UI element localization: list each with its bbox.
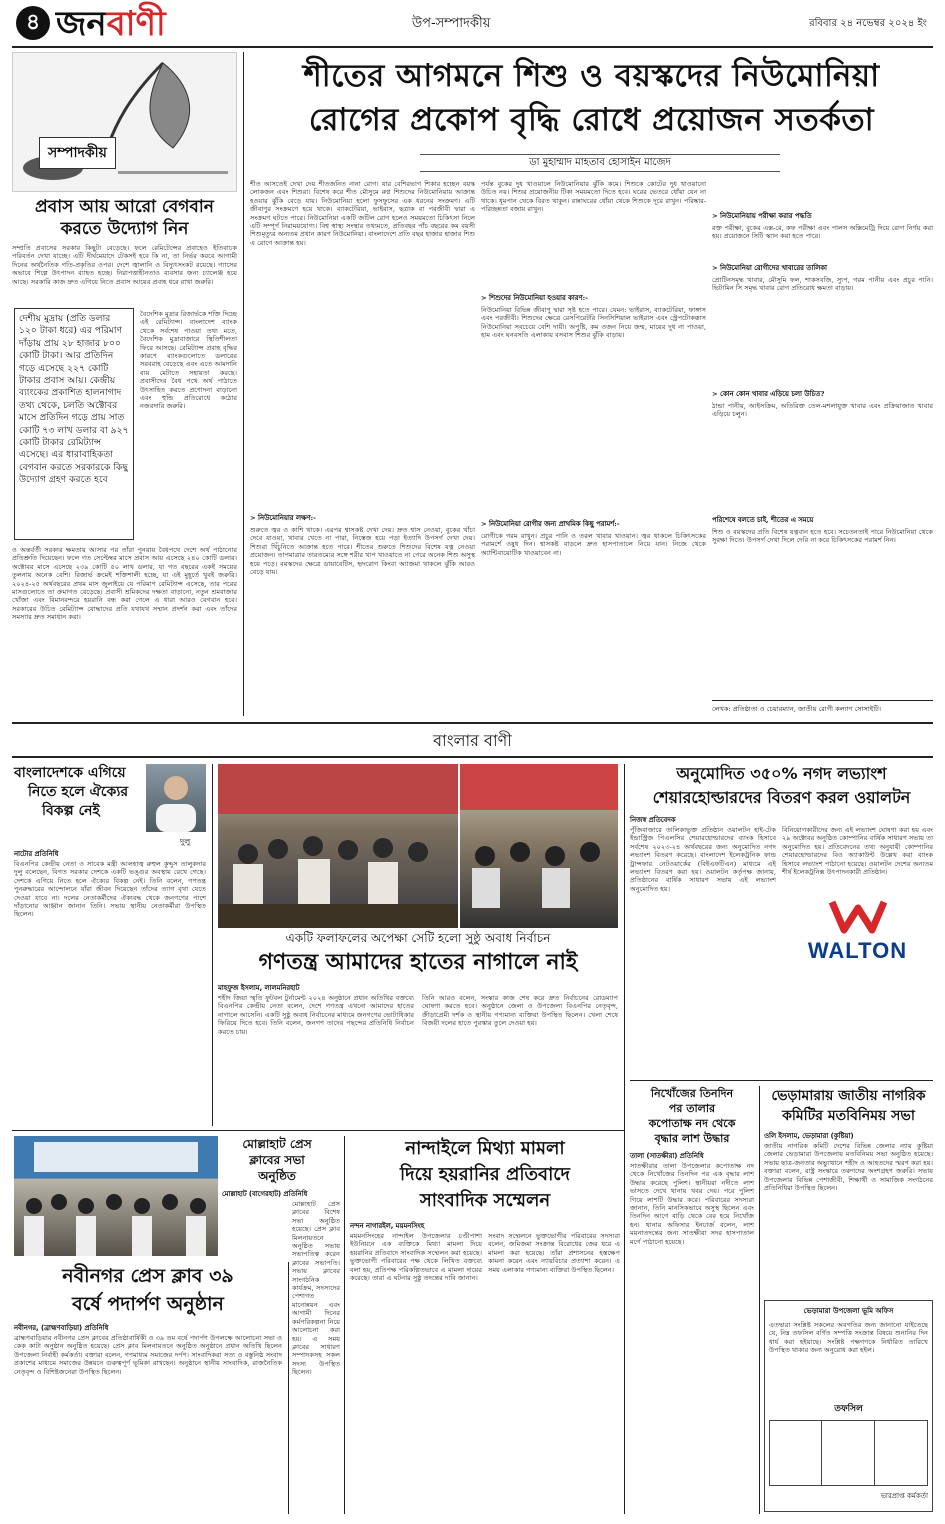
legal-notice-header: ভেড়ামারা উপজেলা ভূমি অফিস	[803, 1306, 894, 1315]
feature-author-bar: ডা মুহাম্মাদ মাহতাব হোসাইন মাজেদ	[420, 154, 780, 172]
story-dulu-byline: নাটোর প্রতিনিধি	[14, 850, 59, 858]
story-nandail-headline	[350, 1136, 620, 1214]
page-date: রবিবার ২৪ নভেম্বর ২০২৪ ইং	[809, 18, 927, 29]
story-molla-byline: মোল্লাহাট (বাগেরহাট) প্রতিনিধি	[222, 1190, 308, 1198]
story-democracy-byline: মাহফুজ ইসলাম, লালমনিরহাট	[218, 984, 300, 992]
editorial-side-text: বৈদেশিক মুদ্রার রিজার্ভকে শক্তি দিচ্ছে এই রেমিট্যান্স। বাংলাদেশ ব্যাংক থেকে সর্বশেষ পাওয়া তথ্য মতে, বৈদেশিক মুদ্রাবাজারে স্থিতিশীলতা ফিরে আসছে। রেমিট্যান্স প্রবাহ বৃদ্ধির কারণে ব্যাংকগুলোতে ডলারের সরবরাহ বেড়েছে এবং এতে আমদানি ব্যয় মেটাতে সহায়তা করছে। প্রবাসীদের বৈধ পথে অর্থ পাঠাতে উৎসাহিত করতে প্রণোদনা বাড়ানো এবং হুন্ডি প্রতিরোধে কঠোর নজরদারি জরুরি।	[140, 310, 237, 411]
story-walton-byline: নিজস্ব প্রতিবেদক	[630, 816, 676, 824]
story-dulu-reporter-name: দুলু	[180, 837, 191, 846]
feature-headline-line-1: শীতের আগমনে শিশু ও বয়স্কদের নিউমোনিয়া	[303, 58, 880, 94]
story-walton-headline	[630, 762, 933, 810]
legal-notice-footer: ভারপ্রাপ্ত কর্মকর্তা	[880, 1492, 928, 1500]
story-lash-headline	[630, 1086, 754, 1146]
story-naba-byline: নবীনগর, (ব্রাহ্মণবাড়িয়া) প্রতিনিধি	[14, 1324, 109, 1332]
legal-notice-table	[769, 1420, 928, 1486]
newspaper-logo	[56, 2, 246, 46]
story-naba-headline-line-2: বর্ষে পদার্পণ অনুষ্ঠান	[72, 1293, 224, 1315]
story-walton-col1: পুঁজিবাজারে তালিকাভুক্ত প্রতিষ্ঠান ওয়ালটন হাই-টেক ইন্ডাস্ট্রিজ পিএলসির শেয়ারহোল্ডারদের ব্যাংক হিসাবে সর্বশেষ ২০২৩-২৪ অর্থবছরের জন্য অনুমোদিত নগদ লভ্যাংশ বিতরণ করেছে। বাংলাদেশ ইলেকট্রনিক ফান্ড ট্রান্সফার নেটওয়ার্কের (বিইএফটিএন) মাধ্যমে এই লভ্যাংশ বিতরণ করা হয়। ওয়ালটন কর্তৃপক্ষ জানায়, প্রতিষ্ঠানের বার্ষিক সাধারণ সভায় এই লভ্যাংশ অনুমোদিত হয়।	[630, 826, 776, 893]
story-democracy-caption: একটি ফলাফলের অপেক্ষা সেটি হলো সুষ্ঠু অবাধ নির্বাচন	[285, 931, 551, 945]
editorial-headline-line-2: করতে উদ্যোগ নিন	[60, 219, 189, 239]
feature-col3-text-b: প্রোটিনসমৃদ্ধ খাবার, মৌসুমি ফল, শাকসবজি, স্যুপ, গরম পানীয় এবং প্রচুর পানি। ভিটামিন সি সমৃদ্ধ খাবার রোগ প্রতিরোধ ক্ষমতা বাড়ায়।	[712, 276, 933, 293]
column-divider-molla	[344, 1136, 345, 1514]
editorial-label: সম্পাদকীয়	[39, 137, 116, 169]
row-rule-bottom-left	[12, 1130, 624, 1131]
story-naba-headline-line-1: নবীনগর প্রেস ক্লাব ৩৯	[62, 1265, 234, 1287]
story-dulu-photo	[146, 764, 206, 832]
audience-photo-illustration	[460, 764, 618, 928]
editorial-headline-line-1: প্রবাস আয় আরো বেগবান	[35, 197, 214, 217]
notice-table-col	[875, 1421, 927, 1485]
section-name: উপ-সম্পাদকীয়	[412, 16, 491, 31]
walton-w-icon	[828, 898, 888, 934]
legal-notice-title: তফসিল	[834, 1404, 863, 1414]
quill-illustration	[13, 53, 237, 192]
story-lash-body: সাতক্ষীরার তালা উপজেলার কপোতাক্ষ নদ থেকে নিখোঁজের তিনদিন পর এক বৃদ্ধার লাশ উদ্ধার করেছে পুলিশ। স্থানীয়রা নদীতে লাশ ভাসতে দেখে থানায় খবর দেয়। পরে পুলিশ গিয়ে লাশটি উদ্ধার করে। পরিবারের সদস্যরা জানান, তিনি মানসিকভাবে অসুস্থ ছিলেন এবং তিনদিন আগে বাড়ি থেকে বের হয়ে নিখোঁজ হন। থানার অফিসার ইনচার্জ বলেন, লাশ ময়নাতদন্তের জন্য সাতক্ষীরা সদর হাসপাতাল মর্গে পাঠানো হয়েছে।	[630, 1162, 754, 1246]
feature-col3-subhead-3: > কোন কোন খাবার এড়িয়ে চলা উচিত?	[712, 390, 825, 398]
column-divider-b1	[212, 764, 213, 1126]
notice-table-col	[770, 1421, 822, 1485]
story-nandail-headline-line-3: সাংবাদিক সম্মেলন	[419, 1190, 551, 1211]
feature-col3-subhead-4: পরিশেষে বলতে চাই, শীতের এ সময়ে	[712, 516, 814, 524]
feature-col3-text-c: ঠান্ডা পানীয়, আইসক্রিম, অতিরিক্ত তেল-মশলাযুক্ত খাবার এবং প্রক্রিয়াজাত খাবার এড়িয়ে চলুন।	[712, 402, 933, 419]
story-democracy-col2: তিনি আরও বলেন, সংস্কার কাজ শেষ করে দ্রুত নির্বাচনের রোডম্যাপ ঘোষণা করতে হবে। অনুষ্ঠানে জেলা ও উপজেলা বিএনপির নেতৃবৃন্দ, ক্রীড়াপ্রেমী দর্শক ও স্থানীয় গণ্যমান্য ব্যক্তিরা উপস্থিত ছিলেন। খেলা শেষে বিজয়ী দলের হাতে পুরস্কার তুলে দেওয়া হয়।	[422, 994, 618, 1028]
feature-column-1	[250, 180, 475, 716]
column-divider-nandail	[624, 1086, 625, 1514]
story-democracy-photo	[218, 764, 458, 928]
feature-footer-rule	[712, 700, 933, 701]
section-title-banglar-bani: বাংলার বাণী	[433, 731, 512, 750]
story-democracy-headline: গণতন্ত্র আমাদের হাতের নাগালে নাই	[258, 950, 578, 975]
story-molla-headline-line-3: অনুষ্ঠিত	[258, 1169, 296, 1183]
story-molla-headline-line-2: ক্লাবের সভা	[249, 1153, 305, 1167]
story-democracy-col1: শহীদ জিয়া স্মৃতি ফুটবল টুর্নামেন্ট ২০২৪ অনুষ্ঠানে প্রধান অতিথির বক্তব্যে বিএনপির কেন্দ্রীয় নেতা বলেন, দেশে গণতন্ত্র এখনো আমাদের হাতের নাগালে আসেনি। একটি সুষ্ঠু অবাধ নির্বাচনের মাধ্যমে জনগণের ভোটাধিকার ফিরিয়ে দিতে হবে। তিনি বলেন, জনগণ তাদের পছন্দের প্রতিনিধি নির্বাচন করতে চায়।	[218, 994, 414, 1036]
editorial-headline	[12, 196, 237, 240]
masthead-rule	[12, 46, 933, 48]
editorial-banner-art	[12, 52, 237, 192]
portrait-icon	[146, 764, 206, 832]
logo-part-1: জন	[56, 4, 107, 44]
story-naba-headline	[14, 1262, 282, 1318]
feature-col2-text-c: রোগীকে গরম রাখুন। প্রচুর পানি ও তরল খাবার খাওয়ান। জ্বর থাকলে চিকিৎসকের পরামর্শে ওষুধ দিন। শ্বাসকষ্ট বাড়লে দ্রুত হাসপাতালে নিয়ে যান। নিজে থেকে অ্যান্টিবায়োটিক খাওয়াবেন না।	[481, 532, 706, 557]
story-nandail-col2: সংবাদ সম্মেলনে ভুক্তভোগীর পরিবারের সদস্যরা বলেন, জমিজমা সংক্রান্ত বিরোধের জের ধরে এ মামলা করা হয়েছে। তাঁরা প্রশাসনের হস্তক্ষেপ কামনা করেন এবং ন্যায়বিচার প্রত্যাশা করেন। এ সময় এলাকার গণ্যমান্য ব্যক্তিরা উপস্থিত ছিলেন।	[488, 1232, 620, 1274]
feature-col1-subhead: > নিউমোনিয়ার লক্ষণ:-	[250, 514, 316, 522]
feature-col2-subhead-1: > শিশুদের নিউমোনিয়া হওয়ার কারণ:-	[481, 294, 588, 302]
column-divider-left	[243, 52, 244, 716]
feature-column-3	[712, 180, 933, 716]
story-molla-headline-line-1: মোল্লাহাট প্রেস	[242, 1137, 312, 1151]
story-molla-body-continued	[222, 1200, 284, 1260]
story-democracy-photo-2	[460, 764, 618, 928]
feature-col3-subhead-2: > নিউমোনিয়া রোগীদের খাবারের তালিকা	[712, 264, 828, 272]
feature-col3-text-d: শিশু ও বয়স্কদের প্রতি বিশেষ যত্নবান হতে হবে। সচেতনতাই পারে নিউমোনিয়া থেকে সুরক্ষা দিতে। উপসর্গ দেখা দিলে দেরি না করে চিকিৎসকের পরামর্শ নিন।	[712, 528, 933, 545]
feature-col2-text: পর্যন্ত বুকের দুধ খাওয়ালে নিউমোনিয়ার ঝুঁকি কমে। শিশুকে কোটের দুধ খাওয়ানো উচিত নয়। শিশুর প্রয়োজনীয় টিকা সময়মতো দিতে হবে। ঘরের ভেতরে ধোঁয়া যেন না থাকে। ধূমপান থেকে বিরত থাকুন। রান্নাঘরের ধোঁয়া থেকে শিশুকে দূরে রাখুন। পরিষ্কার-পরিচ্ছন্নতা বজায় রাখুন।	[481, 180, 706, 214]
row-rule-walton	[630, 1080, 933, 1081]
editorial-body: ও অন্তর্বর্তী সরকার ক্ষমতায় আসার পর তাঁরা পুনরায় বৈধপথে দেশে অর্থ পাঠানোর প্রতিশ্রুতি দিয়েছেন। ফলে গত সেপ্টেম্বর মাসে প্রবাস আয় এসেছে ২৪০ কোটি ডলার। অক্টোবর মাসে এসেছে ২৩৯ কোটি ৫০ লাখ ডলার, যা গত বছরের একই সময়ের তুলনায় অনেক বেশি। রিজার্ভ ক্রমেই শক্তিশালী হচ্ছে, যা এই মুহূর্তে খুবই জরুরি। ২০২৪-২৫ অর্থবছরের প্রথম মাস জুলাইয়ে যে পরিমাণ রেমিট্যান্স এসেছে, তার পরের মাসগুলোতে তা ক্রমাগত বেড়েছে। প্রবাসী শ্রমিকদের দক্ষতা বাড়ানো, নতুন শ্রমবাজার খোঁজা এবং বিমানবন্দরে হয়রানি বন্ধ করা গেলে এ ধারা আরও বেগবান হবে। সরকারের উচিত রেমিট্যান্স যোদ্ধাদের প্রতি যথাযথ সম্মান প্রদর্শন করা এবং তাঁদের সমস্যার দ্রুত সমাধান করা।	[12, 546, 237, 622]
feature-headline-line-2: রোগের প্রকোপ বৃদ্ধি রোধে প্রয়োজন সতর্কতা	[308, 102, 875, 138]
section-rule-bottom	[12, 756, 933, 758]
section-rule-top	[12, 722, 933, 724]
legal-notice-body: এতদ্বারা সংশ্লিষ্ট সকলের অবগতির জন্য জানানো যাইতেছে যে, নিম্ন তফসিল বর্ণিত সম্পত্তি সংক্রান্ত বিষয়ে শুনানির দিন ধার্য করা হইয়াছে। সংশ্লিষ্ট পক্ষগণকে নির্ধারিত তারিখে উপস্থিত থাকার জন্য অনুরোধ করা হইল।	[769, 1321, 928, 1355]
editorial-intro: সম্প্রতি প্রবাসের সরকার কিছুটা বেড়েছে। ফলে রেমিটেন্সের প্রবাহেও ইতিবাচক পরিবর্তন দেখা যাচ্ছে। এটি দীর্ঘমেয়াদে টেকসই হবে কি না, তা নির্ভর করবে আগামী দিনের অর্থনৈতিক গতি-প্রকৃতির ওপর। দেশে জ্বালানি ও বিদ্যুৎসংকট রয়েছে। গ্যাসের অভাবে শিল্পে উৎপাদন ব্যাহত হচ্ছে। নিরাপত্তাহীনতাও ব্যবসার জন্য চ্যালেঞ্জ হয়ে আছে। সরকারি কাজ দ্রুত এগিয়ে নিতে প্রবাস আয়ের প্রবাহ ধরে রাখা জরুরি।	[12, 244, 237, 286]
story-dulu-headline-line-1: বাংলাদেশকে এগিয়ে	[14, 765, 126, 781]
story-molla-headline	[222, 1136, 332, 1184]
editorial-pullquote-box	[14, 308, 134, 540]
feature-col3-text: রক্ত পরীক্ষা, বুকের এক্স-রে, কফ পরীক্ষা এবং পালস অক্সিমেট্রি দিয়ে রোগ নির্ণয় করা হয়। প্রয়োজনে সিটি স্ক্যান করা হতে পারে।	[712, 224, 933, 241]
story-lash-headline-line-4: বৃদ্ধার লাশ উদ্ধার	[654, 1132, 730, 1145]
story-dulu-headline-line-3: বিকল্প নেই	[42, 803, 100, 819]
walton-logo	[782, 898, 933, 966]
feature-headline	[250, 54, 933, 142]
story-naba-photo	[14, 1136, 218, 1256]
story-walton-headline-line-2: শেয়ারহোল্ডারদের বিতরণ করল ওয়ালটন	[652, 788, 911, 807]
crowd-photo-illustration	[218, 764, 458, 928]
story-nandail-byline: নন্দন নাগারইল, ময়মনসিংহ	[350, 1222, 425, 1230]
feature-col1-text-b: শুরুতে জ্বর ও কাশি থাকে। এরপর শ্বাসকষ্ট দেখা দেয়। দ্রুত শ্বাস নেওয়া, বুকের খাঁচা দেবে যাওয়া, খাবার খেতে না পারা, নিস্তেজ হয়ে পড়া ইত্যাদি উপসর্গ দেখা দেয়। শিশুরা খিঁচুনিতে আক্রান্ত হতে পারে। শীতের শুরুতে শিশুদের বিশেষ যত্ন নেওয়া প্রয়োজন। তাপমাত্রার তারতম্যের সঙ্গে শরীর খাপ খাওয়াতে না পেরে অনেক শিশু অসুস্থ হয়ে পড়ে। বয়স্কদের ক্ষেত্রে ডায়াবেটিস, হৃদরোগ কিংবা অ্যাজমা থাকলে ঝুঁকি আরও বেড়ে যায়।	[250, 526, 475, 577]
masthead	[0, 0, 945, 50]
story-dulu-headline-line-2: নিতে হলে ঐক্যের	[28, 784, 129, 800]
legal-notice-box	[764, 1300, 933, 1512]
feature-author-note: লেখক: প্রতিষ্ঠাতা ও চেয়ারম্যান, জাতীয় রোগী কল্যাণ সোসাইটি।	[712, 705, 882, 713]
story-naba-body: ব্রাহ্মণবাড়িয়ার নবীনগর প্রেস ক্লাবের প্রতিষ্ঠাবার্ষিকী ও ৩৯ তম বর্ষে পদার্পণ উপলক্ষে আলোচনা সভা ও কেক কাটা অনুষ্ঠান অনুষ্ঠিত হয়েছে। প্রেস ক্লাব মিলনায়তনে অনুষ্ঠিত অনুষ্ঠানে প্রধান অতিথি ছিলেন উপজেলা নির্বাহী কর্মকর্তা। বক্তারা বলেন, গণমাধ্যম সমাজের দর্পণ। সাংবাদিকরা সত্য ও বস্তুনিষ্ঠ সংবাদ প্রকাশের মাধ্যমে সমাজের উন্নয়নে গুরুত্বপূর্ণ ভূমিকা রাখছেন। অনুষ্ঠানে স্থানীয় সাংবাদিক, রাজনৈতিক নেতৃবৃন্দ ও বিশিষ্টজনেরা উপস্থিত ছিলেন।	[14, 1334, 282, 1376]
story-lash-headline-line-3: কপোতাক্ষ নদ থেকে	[648, 1117, 736, 1130]
story-lash-headline-line-2: পর তালার	[668, 1102, 716, 1115]
press-club-photo-illustration	[14, 1136, 218, 1256]
story-dulu-body: বিএনপির কেন্দ্রীয় নেতা ও সাবেক মন্ত্রী আলহাজ্ব রুহুল কুদ্দুস তালুকদার দুলু বলেছেন, বিগত সরকার দেশকে একটি ভঙ্গুর অবস্থায় রেখে গেছে। দেশকে এগিয়ে নিতে হলে ঐক্যের বিকল্প নেই। তিনি বলেন, গণতন্ত্র পুনরুদ্ধারের আন্দোলনে যাঁরা জীবন দিয়েছেন তাঁদের ত্যাগ বৃথা যেতে দেওয়া যাবে না। দলের নেতাকর্মীদের ঐক্যবদ্ধ থেকে জনগণের পাশে দাঁড়ানোর আহ্বান জানান তিনি। সভায় স্থানীয় নেতাকর্মীরা উপস্থিত ছিলেন।	[14, 860, 206, 919]
feature-col2-subhead-2: > নিউমোনিয়া রোগীর জন্য প্রাথমিক কিছু পরামর্শ:-	[481, 520, 620, 528]
feature-col3-subhead-1: > নিউমোনিয়ায় পরীক্ষা করার পদ্ধতি	[712, 212, 812, 220]
story-lash-headline-line-1: নিখোঁজের তিনদিন	[650, 1087, 734, 1100]
story-vedamara-body: জাতীয় নাগরিক কমিটি দেশের বিভিন্ন জেলার ন্যায় কুষ্টিয়া জেলার ভেড়ামারা উপজেলায় মতবিনিময় সভা অনুষ্ঠিত হয়েছে। সভায় ছাত্র-জনতার অভ্যুত্থানে শহীদ ও আহতদের স্মরণ করা হয়। বক্তারা বলেন, রাষ্ট্র সংস্কারে তরুণদের অংশগ্রহণ জরুরি। সভায় উপজেলার বিভিন্ন পেশাজীবী, শিক্ষার্থী ও সামাজিক সংগঠনের প্রতিনিধিরা উপস্থিত ছিলেন।	[764, 1142, 933, 1193]
story-walton-col2-top: বিনিয়োগকারীদের জন্য এই লভ্যাংশ ঘোষণা করা হয় এবং ২৯ অক্টোবর অনুষ্ঠিত কোম্পানির বার্ষিক সাধারণ সভায় তা অনুমোদিত হয়। প্রতিবেদনের তথ্য অনুযায়ী কোম্পানির শেয়ারহোল্ডারদের বিও অ্যাকাউন্ট উল্লেখ করা ব্যাংক হিসাবে লভ্যাংশ পাঠানো হয়েছে। ওয়ালটন দেশের অন্যতম শীর্ষ ইলেকট্রনিক্স উৎপাদনকারী প্রতিষ্ঠান।	[782, 826, 933, 877]
story-walton-headline-line-1: অনুমোদিত ৩৫০% নগদ লভ্যাংশ	[676, 764, 887, 783]
page-number-badge: ৪	[16, 6, 50, 40]
story-molla-body: মোল্লাহাট প্রেস ক্লাবের বিশেষ সভা অনুষ্ঠিত হয়েছে। প্রেস ক্লাব মিলনায়তনে অনুষ্ঠিত সভায় সভাপতিত্ব করেন ক্লাবের সভাপতি। সভায় ক্লাবের সাংগঠনিক কার্যক্রম, সদস্যদের পেশাগত মানোন্নয়ন এবং আগামী দিনের কর্মপরিকল্পনা নিয়ে আলোচনা করা হয়। এ সময় ক্লাবের সাধারণ সম্পাদকসহ সকল সদস্য উপস্থিত ছিলেন।	[292, 1200, 340, 1377]
story-lash-byline: তালা (সাতক্ষীরা) প্রতিনিধি	[630, 1152, 704, 1160]
story-dulu-headline	[14, 764, 144, 821]
column-divider-naba	[288, 1262, 289, 1514]
feature-column-2	[481, 180, 706, 716]
story-vedamara-headline-line-1: ভেড়ামারায় জাতীয় নাগরিক	[771, 1088, 926, 1104]
feature-col1-text: শীত আসতেই দেখা দেয় শীতজনিত নানা রোগ। যার বেশিরভাগ শিকার হচ্ছেন বয়স্ক লোকজন এবং শিশুরা। বিশেষ করে শীত মৌসুমে রুগ্ন শিশুদের নিউমোনিয়ায় আক্রান্ত হওয়ার ঝুঁকি বেড়ে যায়। নিউমোনিয়া হলো ফুসফুসের এক ধরনের সংক্রমণ। এটি জীবাণুর সংক্রমণে হয়ে থাকে। ব্যাকটেরিয়া, ভাইরাস, ছত্রাক বা পরজীবী দ্বারা এ সংক্রমণ ঘটতে পারে। নিউমোনিয়া একটি জটিল রোগ হলেও সময়মতো চিকিৎসা নিলে এটি সম্পূর্ণ নিরাময়যোগ্য। বিশ্ব স্বাস্থ্য সংস্থার তথ্যমতে, প্রতিবছর পাঁচ বছরের কম বয়সী শিশুমৃত্যুর অন্যতম প্রধান কারণ নিউমোনিয়া। বাংলাদেশে প্রতি বছর হাজার হাজার শিশু এ রোগে আক্রান্ত হয়।	[250, 180, 475, 247]
editorial-pullquote: দেশীয় মুদ্রায় (প্রতি ডলার ১২০ টাকা ধরে) এর পরিমাণ দাঁড়ায় প্রায় ২৮ হাজার ৮০০ কোটি টাকা। আর প্রতিদিন গড়ে এসেছে ২২৭ কোটি টাকার প্রবাস আয়। কেন্দ্রীয় ব্যাংকের প্রকাশিত হালনাগাদ তথ্য থেকে, চলতি অক্টোবর মাসে প্রতিদিন গড়ে প্রায় সাত কোটি ৭৩ লাখ ডলার বা ৯২৭ কোটি টাকার রেমিট্যান্স এসেছে। এর ধারাবাহিকতা বেগবান করতে সরকারকে কিছু উদ্যোগ গ্রহণ করতে হবে	[19, 313, 129, 486]
story-nandail-headline-line-2: দিয়ে হয়রানির প্রতিবাদে	[400, 1164, 570, 1185]
story-vedamara-headline	[764, 1086, 933, 1126]
story-nandail-col1: ময়মনসিংহের নান্দাইল উপজেলার চণ্ডীপাশা ইউনিয়নে এক ব্যক্তিকে মিথ্যা মামলা দিয়ে হয়রানির প্রতিবাদে সাংবাদিক সম্মেলন করা হয়েছে। ভুক্তভোগী পরিবারের পক্ষ থেকে লিখিত বক্তব্যে বলা হয়, প্রতিপক্ষ পরিকল্পিতভাবে এ মামলা দায়ের করেছে। তারা এ ঘটনার সুষ্ঠু তদন্তের দাবি জানান।	[350, 1232, 482, 1283]
column-divider-lash	[759, 1086, 760, 1514]
feature-col2-text-b: নিউমোনিয়া বিভিন্ন জীবাণু দ্বারা সৃষ্ট হতে পারে। যেমন: ভাইরাস, ব্যাকটেরিয়া, ফাঙ্গাস এবং পরজীবী। শিশুদের ক্ষেত্রে রেসপিরেটরি সিনসিশিয়াল ভাইরাস এবং স্ট্রেপটোকক্কাস নিউমোনিয়া সবচেয়ে বেশি দায়ী। অপুষ্টি, কম ওজন নিয়ে জন্ম, মায়ের দুধ না পাওয়া, হাম এবং ঘনবসতি এলাকায় বসবাস শিশুর ঝুঁকি বাড়ায়।	[481, 306, 706, 340]
walton-wordmark: WALTON	[807, 938, 908, 963]
column-divider-b2	[624, 764, 625, 1126]
story-vedamara-byline: ওলি ইসলাম, ভেড়ামারা (কুষ্টিয়া)	[764, 1132, 854, 1140]
story-nandail-headline-line-1: নান্দাইলে মিথ্যা মামলা	[405, 1138, 565, 1159]
notice-table-col	[822, 1421, 874, 1485]
logo-part-2: বাণী	[106, 4, 166, 44]
story-vedamara-headline-line-2: কমিটির মতবিনিময় সভা	[782, 1108, 915, 1124]
